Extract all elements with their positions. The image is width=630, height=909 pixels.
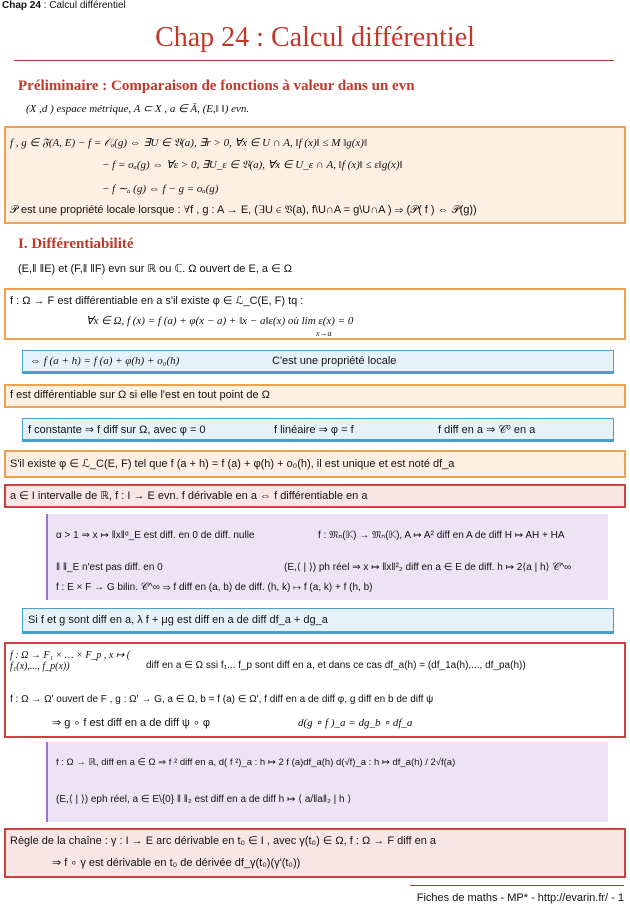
example-bilinear: f : E × F → G bilin. 𝒞^∞ ⇒ f diff en (a, b) de diff. (h, k) ↦ f (a, k) + f (h, b) — [56, 582, 373, 593]
example-linear: f linéaire ⇒ φ = f — [274, 424, 354, 436]
example-norm-not-diff: ‖ ‖_E n'est pas diff. en 0 — [56, 562, 163, 573]
definition-line2: ∀x ∈ Ω, f (x) = f (a) + φ(x − a) + ‖x − a‖ε(x) où lim ε(x) = 0 — [86, 315, 354, 327]
linearity: Si f et g sont diff en a, λ f + μg est diff en a de diff df_a + dg_a — [28, 614, 328, 626]
prelim-intro: (X ,d ) espace métrique, A ⊂ X , a ∈ Ā, (E,‖ ‖) evn. — [26, 103, 250, 115]
footer-rule — [410, 885, 624, 886]
local-note: C'est une propriété locale — [272, 355, 397, 367]
chain-rule-conclusion: ⇒ f ∘ γ est dérivable en t₀ de dérivée df_γ(t₀)(γ'(t₀)) — [52, 857, 301, 869]
diff-intro: (E,‖ ‖E) et (F,‖ ‖F) evn sur ℝ ou ℂ. Ω ouvert de E, a ∈ Ω — [18, 263, 292, 275]
prelim-littleo: − f = oₐ(g) ⇔ ∀ε > 0, ∃U_ε ∈ 𝔙(a), ∀x ∈ U_ε ∩ A, ‖f (x)‖ ≤ ε‖g(x)‖ — [102, 159, 403, 171]
prelim-local-property: 𝒫 est une propriété locale lorsque : ∀f , g : A → E, (∃U ∈ 𝔙(a), f\U∩A = g\U∩A ) ⇒ (𝒫( f ) ⇔ 𝒫(g)) — [10, 204, 477, 216]
title-rule — [14, 60, 614, 61]
example-square-matrix: f : 𝔐ₙ(𝕂) → 𝔐ₙ(𝕂), A ↦ A² diff en A de diff H ↦ AH + HA — [318, 530, 565, 541]
uniqueness: S'il existe φ ∈ ℒ_C(E, F) tel que f (a + h) = f (a) + φ(h) + o₀(h), il est unique et est noté df_a — [10, 458, 455, 470]
section-heading-prelim: Préliminaire : Comparaison de fonctions à valeur dans un evn — [18, 78, 415, 94]
examples-purple-box-2 — [46, 742, 608, 822]
definition-line1: f : Ω → F est différentiable en a s'il existe φ ∈ ℒ_C(E, F) tq : — [10, 295, 304, 307]
local-formula: ⇔ f (a + h) = f (a) + φ(h) + o₀(h) — [30, 355, 180, 367]
prelim-equiv: − f ∼ₐ (g) ⇔ f − g = oₐ(g) — [102, 183, 219, 195]
example-power-norm: α > 1 ⇒ x ↦ ‖x‖ᵅ_E est diff. en 0 de diff. nulle — [56, 530, 255, 541]
interval-statement: a ∈ I intervalle de ℝ, f : I → E evn. f dérivable en a ⇔ f différentiable en a — [10, 490, 368, 502]
example-square-root: f : Ω → ℝ, diff en a ∈ Ω ⇒ f ² diff en a, d( f ²)_a : h ↦ 2 f (a)df_a(h) d(√f)_a : h ↦ df_a(h) / 2√f(a) — [56, 757, 456, 768]
example-constant: f constante ⇒ f diff sur Ω, avec φ = 0 — [28, 424, 206, 436]
composition-hypotheses: f : Ω → Ω' ouvert de F , g : Ω' → G, a ∈ Ω, b = f (a) ∈ Ω', f diff en a de diff φ, g diff en b de diff ψ — [10, 694, 434, 705]
prelim-bigO: f , g ∈ 𝔉(A, E) − f = 𝒪ₐ(g) ⇔ ∃U ∈ 𝔙(a), ∃r > 0, ∀x ∈ U ∩ A, ‖f (x)‖ ≤ M ‖g(x)‖ — [10, 137, 368, 149]
running-header: Chap 24 : Calcul différentiel — [2, 0, 126, 11]
product-map: f : Ω → F₁ × … × F_p , x ↦ ( f₁(x),..., f_p(x)) — [10, 650, 131, 672]
example-squared-norm: (E,⟨ | ⟩) ph réel ⇒ x ↦ ‖x‖²₂ diff en a ∈ E de diff. h ↦ 2⟨a | h⟩ 𝒞^∞ — [284, 562, 572, 573]
example-continuity: f diff en a ⇒ 𝒞⁰ en a — [438, 424, 536, 436]
section-heading-diff: I. Différentiabilité — [18, 236, 134, 252]
chain-rule-hypotheses: Règle de la chaîne : γ : I → E arc dérivable en t₀ ∈ I , avec γ(t₀) ∈ Ω, f : Ω → F diff en a — [10, 835, 437, 847]
product-statement: diff en a ∈ Ω ssi f₁... f_p sont diff en a, et dans ce cas df_a(h) = (df_1a(h),..., df_pa(h)) — [146, 660, 526, 671]
composition-conclusion: ⇒ g ∘ f est diff en a de diff ψ ∘ φ — [52, 717, 211, 729]
composition-formula: d(g ∘ f )_a = dg_b ∘ df_a — [298, 717, 413, 729]
diff-on-omega: f est différentiable sur Ω si elle l'est en tout point de Ω — [10, 389, 270, 401]
page-title: Chap 24 : Calcul différentiel — [155, 22, 475, 53]
definition-limit-sub: x→a — [316, 329, 332, 338]
example-euclidean-norm: (E,⟨ | ⟩) eph réel, a ∈ E\{0} ‖ ‖₂ est diff en a de diff h ↦ ⟨ a/‖a‖₂ | h ⟩ — [56, 794, 352, 805]
footer: Fiches de maths - MP* - http://evarin.fr/ - 1 — [416, 892, 624, 904]
